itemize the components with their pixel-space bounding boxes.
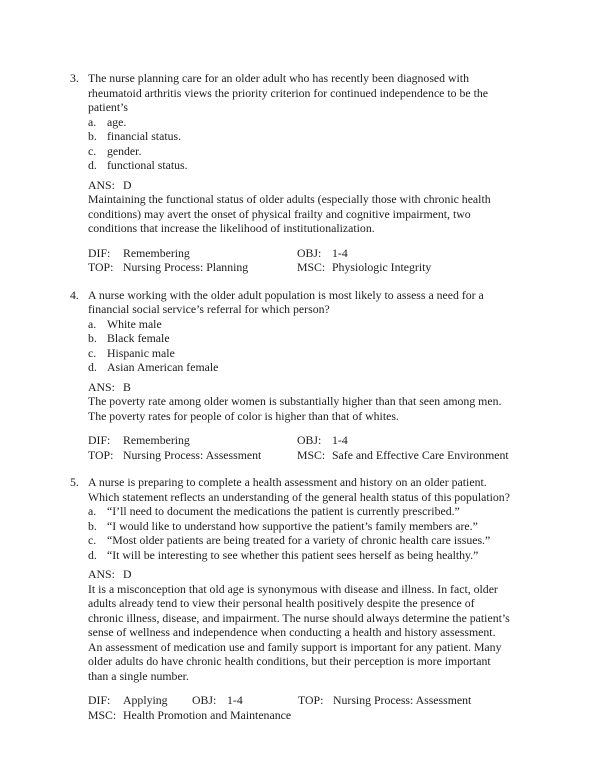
meta-pair bbox=[88, 448, 261, 463]
meta-label: TOP: bbox=[298, 693, 324, 707]
question-number: 4. bbox=[70, 287, 79, 302]
meta-row bbox=[88, 693, 512, 708]
meta-label: DIF: bbox=[88, 693, 111, 707]
option-row bbox=[88, 533, 512, 548]
meta-label: MSC: bbox=[297, 447, 326, 462]
option-text: “It will be interesting to see whether this patient sees herself as being healthy.” bbox=[107, 547, 479, 562]
meta-row bbox=[88, 260, 512, 275]
meta-label: DIF: bbox=[88, 245, 111, 260]
option-text: “I’ll need to document the medications the patient is currently prescribed.” bbox=[107, 504, 460, 518]
meta-value: Nursing Process: Assessment bbox=[333, 693, 472, 707]
meta-row bbox=[88, 246, 512, 261]
meta-row bbox=[88, 708, 512, 723]
option-letter: a. bbox=[88, 114, 97, 129]
option-letter: b. bbox=[88, 518, 97, 533]
meta-block bbox=[88, 246, 512, 275]
option-letter: c. bbox=[88, 533, 97, 547]
questions bbox=[70, 71, 512, 722]
meta-pair bbox=[297, 448, 509, 463]
option-text: functional status. bbox=[107, 158, 188, 172]
answer-row bbox=[88, 380, 512, 395]
meta-label: TOP: bbox=[88, 447, 114, 462]
option-letter: d. bbox=[88, 360, 97, 374]
option-row bbox=[88, 129, 512, 144]
meta-pair bbox=[297, 433, 348, 448]
meta-value: 1-4 bbox=[332, 245, 348, 260]
option-text: Black female bbox=[107, 331, 170, 345]
option-text: Hispanic male bbox=[107, 345, 175, 360]
meta-value: Health Promotion and Maintenance bbox=[123, 707, 292, 722]
meta-pair bbox=[88, 260, 248, 275]
meta-value: Applying bbox=[123, 693, 168, 707]
meta-row bbox=[88, 448, 512, 463]
rationale-text: The poverty rate among older women is substantially higher than that seen among men. The poverty rates for people of color is higher than that of whites. bbox=[88, 394, 502, 423]
options-list bbox=[88, 115, 512, 173]
question-number: 5. bbox=[70, 475, 79, 489]
option-text: age. bbox=[107, 114, 127, 129]
meta-pair bbox=[297, 260, 431, 275]
meta-label: DIF: bbox=[88, 433, 111, 447]
answer-value: D bbox=[123, 177, 132, 192]
meta-label: OBJ: bbox=[192, 693, 217, 707]
option-letter: b. bbox=[88, 129, 97, 143]
meta-pair bbox=[88, 246, 190, 261]
option-row bbox=[88, 158, 512, 173]
option-row bbox=[88, 360, 512, 375]
option-row bbox=[88, 331, 512, 346]
meta-pair bbox=[88, 708, 291, 723]
question-stem: The nurse planning care for an older adult who has recently been diagnosed with rheumatoid arthritis views the priority criterion for continued independence to be the patient’s bbox=[88, 71, 488, 114]
option-text: “I would like to understand how supportive the patient’s family members are.” bbox=[107, 518, 478, 533]
option-row bbox=[88, 548, 512, 563]
meta-row bbox=[88, 433, 512, 448]
meta-pair bbox=[88, 433, 190, 448]
option-row bbox=[88, 144, 512, 159]
option-text: gender. bbox=[107, 143, 142, 158]
answer-value: D bbox=[123, 567, 132, 581]
question-number: 3. bbox=[70, 71, 79, 85]
answer-label: ANS: bbox=[88, 567, 115, 581]
meta-label: OBJ: bbox=[297, 245, 322, 260]
option-letter: b. bbox=[88, 331, 97, 345]
answer-value: B bbox=[123, 379, 131, 394]
meta-value: Remembering bbox=[123, 433, 190, 447]
option-text: White male bbox=[107, 316, 162, 331]
options-list bbox=[88, 317, 512, 375]
answer-row bbox=[88, 567, 512, 582]
meta-value: Remembering bbox=[123, 245, 190, 260]
option-row bbox=[88, 346, 512, 361]
answer-row bbox=[88, 178, 512, 193]
option-text: financial status. bbox=[107, 129, 182, 143]
question bbox=[70, 475, 512, 722]
meta-value: Physiologic Integrity bbox=[332, 260, 432, 274]
option-letter: d. bbox=[88, 158, 97, 172]
option-letter: c. bbox=[88, 345, 97, 360]
meta-value: 1-4 bbox=[227, 693, 243, 707]
question bbox=[70, 71, 512, 275]
meta-label: TOP: bbox=[88, 260, 114, 274]
meta-value: 1-4 bbox=[332, 433, 348, 447]
meta-pair bbox=[298, 693, 471, 708]
option-letter: a. bbox=[88, 316, 97, 331]
meta-pair bbox=[88, 693, 168, 708]
meta-pair bbox=[192, 693, 243, 708]
meta-value: Nursing Process: Assessment bbox=[123, 447, 262, 462]
meta-label: MSC: bbox=[297, 260, 326, 274]
option-row bbox=[88, 317, 512, 332]
option-text: Asian American female bbox=[107, 360, 219, 374]
option-letter: c. bbox=[88, 143, 97, 158]
question-stem: A nurse working with the older adult population is most likely to assess a need for a financial social service’s referral for which person? bbox=[88, 287, 484, 316]
option-row bbox=[88, 504, 512, 519]
option-letter: a. bbox=[88, 504, 97, 518]
option-row bbox=[88, 115, 512, 130]
meta-block bbox=[88, 693, 512, 722]
meta-value: Safe and Effective Care Environment bbox=[332, 447, 509, 462]
option-row bbox=[88, 519, 512, 534]
meta-pair bbox=[297, 246, 348, 261]
rationale-text: Maintaining the functional status of older adults (especially those with chronic health conditions) may avert the onset of physical frailty and cognitive impairment, two conditions that increase the likelihood of institutionalization. bbox=[88, 192, 491, 235]
meta-block bbox=[88, 433, 512, 462]
meta-value: Nursing Process: Planning bbox=[123, 260, 249, 274]
meta-label: OBJ: bbox=[297, 433, 322, 447]
option-text: “Most older patients are being treated for a variety of chronic health care issues.” bbox=[107, 533, 491, 547]
answer-label: ANS: bbox=[88, 379, 115, 394]
option-letter: d. bbox=[88, 547, 97, 562]
answer-label: ANS: bbox=[88, 177, 115, 192]
rationale-text: It is a misconception that old age is synonymous with disease and illness. In fact, older adults already tend to view their personal health positively despite the presence of chronic illness, disease, and impairment. The nurse should always determine the patient’s sense of wellness and independence when conducting a health and history assessment. An assessment of medication use and family support is important for any patient. Many older adults do have chronic health conditions, but their perception is more important than a single number. bbox=[88, 581, 510, 683]
question-stem: A nurse is preparing to complete a health assessment and history on an older patient. Which statement reflects an understanding of the general health status of this population? bbox=[88, 475, 510, 504]
question bbox=[70, 288, 512, 463]
meta-label: MSC: bbox=[88, 707, 117, 722]
options-list bbox=[88, 504, 512, 562]
